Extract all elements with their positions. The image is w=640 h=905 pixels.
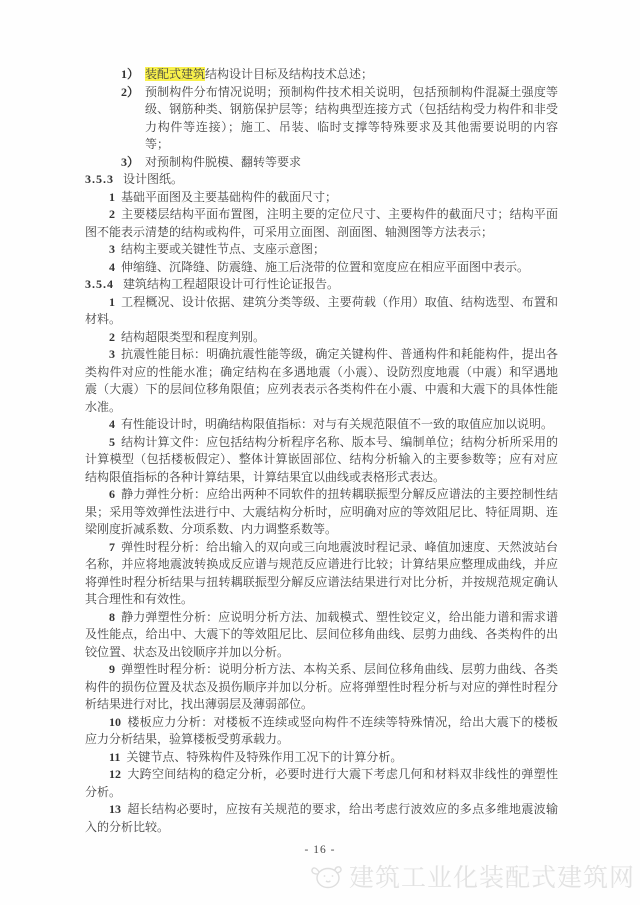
- item-text: 弹性时程分析：给出输入的双向或三向地震波时程记录、峰值加速度、天然波站台名称，并应将地震波转换成反应谱与规范反应谱进行比较；计算结果应整理成曲线，并应将弹性时程分析结果与扭转耦联振型分解反应谱法结果进行对比分析，并按规范规定确认其合理性和有效性。: [85, 539, 558, 606]
- item-number: 4: [109, 417, 115, 431]
- document-body: [85, 66, 558, 836]
- item-text: 大跨空间结构的稳定分析，必要时进行大震下考虑几何和材料双非线性的弹塑性分析。: [85, 767, 558, 799]
- sections: [85, 171, 558, 836]
- item-text: 超长结构必要时，应按有关规范的要求，给出考虑行波效应的多点多维地震波输入的分析比较。: [85, 802, 558, 834]
- item-text: 主要楼层结构平面布置图，注明主要的定位尺寸、主要构件的截面尺寸；结构平面图不能表示清楚的结构或构件，可采用立面图、剖面图、轴测图等方法表示；: [85, 207, 558, 239]
- section-item: [85, 346, 558, 416]
- section-item: [85, 189, 558, 207]
- item-number: 13: [109, 802, 121, 816]
- item-text: 抗震性能目标：明确抗震性能等级，确定关键构件、普通构件和耗能构件，提出各类构件对应的性能水准；确定结构在多遇地震（小震）、设防烈度地震（中震）和罕遇地震（大震）下的层间位移角限值；应列表表示各类构件在小震、中震和大震下的具体性能水准。: [85, 347, 558, 414]
- item-number: 3: [109, 242, 115, 256]
- section-title: 设计图纸。: [123, 172, 184, 186]
- section-number: 3.5.4: [85, 277, 114, 291]
- highlighted-term: 装配式建筑: [145, 67, 206, 81]
- item-text: 结构主要或关键性节点、支座示意图；: [121, 242, 326, 256]
- section-item: [85, 241, 558, 259]
- section-item: [85, 801, 558, 836]
- item-text: 结构计算文件：应包括结构分析程序名称、版本号、编制单位；结构分析所采用的计算模型（包括楼板假定）、整体计算嵌固部位、结构分析输入的主要参数等；应有对应结构限值指标的各种计算结果，计算结果宜以曲线或表格形式表达。: [85, 434, 558, 484]
- top-list-item: [85, 84, 558, 154]
- item-number: 3: [109, 347, 115, 361]
- item-text: 伸缩缝、沉降缝、防震缝、施工后浇带的位置和宽度应在相应平面图中表示。: [121, 259, 530, 274]
- section-title: 建筑结构工程超限设计可行性论证报告。: [123, 277, 340, 291]
- item-text: 工程概况、设计依据、建筑分类等级、主要荷载（作用）取值、结构选型、布置和材料。: [85, 294, 558, 326]
- section-item: [85, 329, 558, 347]
- top-list: [85, 66, 558, 171]
- section-item: [85, 539, 558, 609]
- item-number: 2: [109, 329, 115, 344]
- section-item: [85, 749, 558, 767]
- section-item: [85, 766, 558, 801]
- text-segment: 预制构件分布情况说明；预制构件技术相关说明，包括预制构件混凝土强度等级、钢筋种类、钢筋保护层等；结构典型连接方式（包括结构受力构件和非受力构件等连接）；施工、吊装、临时支撑等特殊要求及其他需要说明的内容等；: [145, 84, 558, 151]
- section-item: [85, 206, 558, 241]
- item-text: 弹塑性时程分析：说明分析方法、本构关系、层间位移角曲线、层剪力曲线、各类构件的损伤位置及状态及损伤顺序并加以分析。应将弹塑性时程分析与对应的弹性时程分析结果进行对比，找出薄弱层及薄弱部位。: [85, 662, 558, 711]
- item-number: 7: [109, 539, 115, 554]
- list-item-marker: 2）: [121, 84, 140, 99]
- section-item: [85, 486, 558, 539]
- section-heading: [85, 276, 558, 294]
- watermark: [309, 858, 635, 894]
- item-number: 9: [109, 662, 115, 676]
- item-number: 4: [109, 259, 115, 274]
- item-text: 关键节点、特殊构件及特殊作用工况下的计算分析。: [126, 749, 403, 764]
- top-list-item: [85, 66, 558, 84]
- section-item: [85, 434, 558, 487]
- item-number: 11: [109, 749, 121, 764]
- item-number: 1: [109, 189, 115, 204]
- item-number: 8: [109, 609, 115, 624]
- item-number: 12: [109, 767, 121, 781]
- section-item: [85, 259, 558, 277]
- list-item-text: [145, 67, 373, 81]
- item-number: 6: [109, 487, 115, 501]
- mascot-icon: [309, 861, 345, 891]
- item-number: 1: [109, 294, 115, 309]
- page-number: - 16 -: [304, 844, 336, 856]
- item-text: 结构超限类型和程度判别。: [121, 329, 266, 344]
- section-item: [85, 416, 558, 434]
- section-item: [85, 294, 558, 329]
- section-number: 3.5.3: [85, 172, 114, 186]
- list-item-marker: 3）: [121, 154, 140, 169]
- top-list-item: [85, 154, 558, 172]
- text-segment: 对预制构件脱模、翻转等要求: [145, 154, 302, 169]
- watermark-text: 建筑工业化装配式建筑网: [348, 865, 635, 892]
- section-item: [85, 714, 558, 749]
- section-heading: [85, 171, 558, 189]
- section-item: [85, 609, 558, 662]
- item-text: 静力弹塑性分析：应说明分析方法、加载模式、塑性铰定义，给出能力谱和需求谱及性能点，给出中、大震下的等效阻尼比、层间位移角曲线、层剪力曲线、各类构件的出铰位置、状态及出铰顺序并加以分析。: [85, 609, 558, 659]
- item-text: 静力弹性分析：应给出两种不同软件的扭转耦联振型分解反应谱法的主要控制性结果；采用等效弹性法进行中、大震结构分析时，应明确对应的等效阻尼比、特征周期、连梁刚度折减系数、分项系数、内力调整系数等。: [85, 487, 558, 536]
- item-number: 5: [109, 434, 115, 449]
- item-text: 有性能设计时，明确结构限值指标：对与有关规范限值不一致的取值应加以说明。: [121, 417, 554, 431]
- list-item-text: [145, 85, 558, 152]
- item-number: 10: [109, 714, 121, 729]
- item-number: 2: [109, 207, 115, 221]
- text-segment: 结构设计目标及结构技术总述；: [205, 67, 374, 81]
- item-text: 基础平面图及主要基础构件的截面尺寸；: [121, 189, 338, 204]
- list-item-text: [145, 155, 301, 169]
- list-item-marker: 1）: [121, 67, 140, 81]
- item-text: 楼板应力分析：对楼板不连续或竖向构件不连续等特殊情况，给出大震下的楼板应力分析结果，验算楼板受剪承载力。: [85, 714, 558, 746]
- section-item: [85, 661, 558, 714]
